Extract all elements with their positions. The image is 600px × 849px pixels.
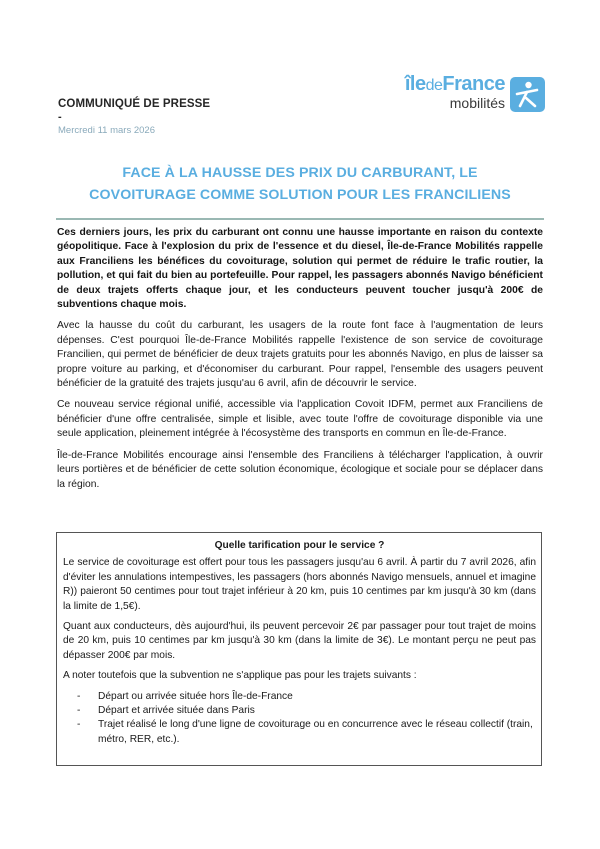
exclusions-list — [63, 690, 536, 748]
press-release-label: COMMUNIQUÉ DE PRESSE — [58, 98, 211, 110]
headline — [60, 162, 540, 206]
logo-part-ile: île — [404, 73, 426, 95]
header-dash: - — [58, 111, 62, 123]
pricing-box-title: Quelle tarification pour le service ? — [214, 540, 385, 551]
exclusion-item — [63, 718, 536, 747]
article-body — [57, 226, 543, 499]
logo-part-de: de — [425, 77, 443, 94]
exclusion-text: Départ et arrivée située dans Paris — [98, 705, 255, 717]
pricing-info-box — [56, 532, 542, 766]
bullet-dash: - — [77, 705, 81, 717]
exclusion-item — [63, 690, 536, 704]
body-paragraph: Avec la hausse du coût du carburant, les usagers de la route font face à l'augmentation de leurs dépenses. C'est pourquoi Île-de-France Mobilités rappelle l'existence de son service de covoiturage Francilien, qui permet de bénéficier de deux trajets gratuits pour les abonnés Navigo, en plus de laisser sa propre voiture au parking, et d'économiser du carburant. Pour rappel, l'ensemble des usagers peuvent bénéficier de la gratuité des trajets jusqu'au 6 avril, afin de découvrir le service. — [57, 320, 543, 390]
logo-wordmark — [405, 73, 505, 111]
exclusion-item — [63, 704, 536, 718]
exclusion-text: Trajet réalisé le long d'une ligne de covoiturage ou en concurrence avec le réseau collectif (train, métro, RER, etc.). — [98, 719, 533, 745]
logo-main-text — [405, 73, 505, 97]
idf-mobilites-logo — [385, 73, 557, 119]
bullet-dash: - — [77, 719, 81, 731]
lead-paragraph: Ces derniers jours, les prix du carburant ont connu une hausse importante en raison du contexte géopolitique. Face à l'explosion du prix de l'essence et du diesel, Île-de-France Mobilités rappelle aux Franciliens les bénéfices du covoiturage, solution qui permet de réduire le trafic routier, la pollution, et qui fait du bien au portefeuille. Pour rappel, les passagers abonnés Navigo bénéficient de deux trajets offerts chaque jour, et les conducteurs peuvent toucher jusqu'à 200€ de subventions chaque mois. — [57, 227, 543, 311]
release-date: Mercredi 11 mars 2026 — [58, 125, 155, 136]
logo-sub-text: mobilités — [449, 95, 505, 111]
body-paragraph: Île-de-France Mobilités encourage ainsi l'ensemble des Franciliens à télécharger l'application, à ouvrir leurs portières et de bénéficier de cette solution économique, écologique et sociale pour se déplacer dans la région. — [57, 449, 543, 490]
person-walking-icon — [510, 77, 545, 112]
logo-part-france: France — [442, 73, 505, 95]
headline-line-2: COVOITURAGE COMME SOLUTION POUR LES FRANCILIENS — [89, 187, 511, 203]
title-separator — [56, 218, 544, 220]
bullet-dash: - — [77, 690, 81, 702]
body-paragraph: Ce nouveau service régional unifié, accessible via l'application Covoit IDFM, permet aux Franciliens de bénéficier d'une offre centralisée, simple et lisible, avec toute l'offre de covoiturage disponible via une seule application, pleinement intégrée à l'écosystème des transports en commun en Île-de-France. — [57, 399, 543, 440]
exclusion-text: Départ ou arrivée située hors Île-de-France — [98, 690, 293, 702]
headline-line-1: FACE À LA HAUSSE DES PRIX DU CARBURANT, LE — [122, 165, 478, 181]
pricing-paragraph: Quant aux conducteurs, dès aujourd'hui, ils peuvent percevoir 2€ par passager pour tout trajet de moins de 20 km, puis 10 centimes par km jusqu'à 30 km (dans la limite de 3€). Le montant perçu ne peut pas dépasser 200€ par mois. — [63, 621, 536, 661]
pricing-paragraph: Le service de covoiturage est offert pour tous les passagers jusqu'au 6 avril. À partir du 7 avril 2026, afin d'éviter les annulations intempestives, les passagers (hors abonnés Navigo mensuels, annuel et imagine R)) paieront 50 centimes pour tout trajet inférieur à 20 km, puis 10 centimes par km jusqu'à 30 km (dans la limite de 1,5€). — [63, 557, 536, 612]
pricing-paragraph: A noter toutefois que la subvention ne s'applique pas pour les trajets suivants : — [63, 670, 417, 682]
document-header — [58, 98, 210, 136]
